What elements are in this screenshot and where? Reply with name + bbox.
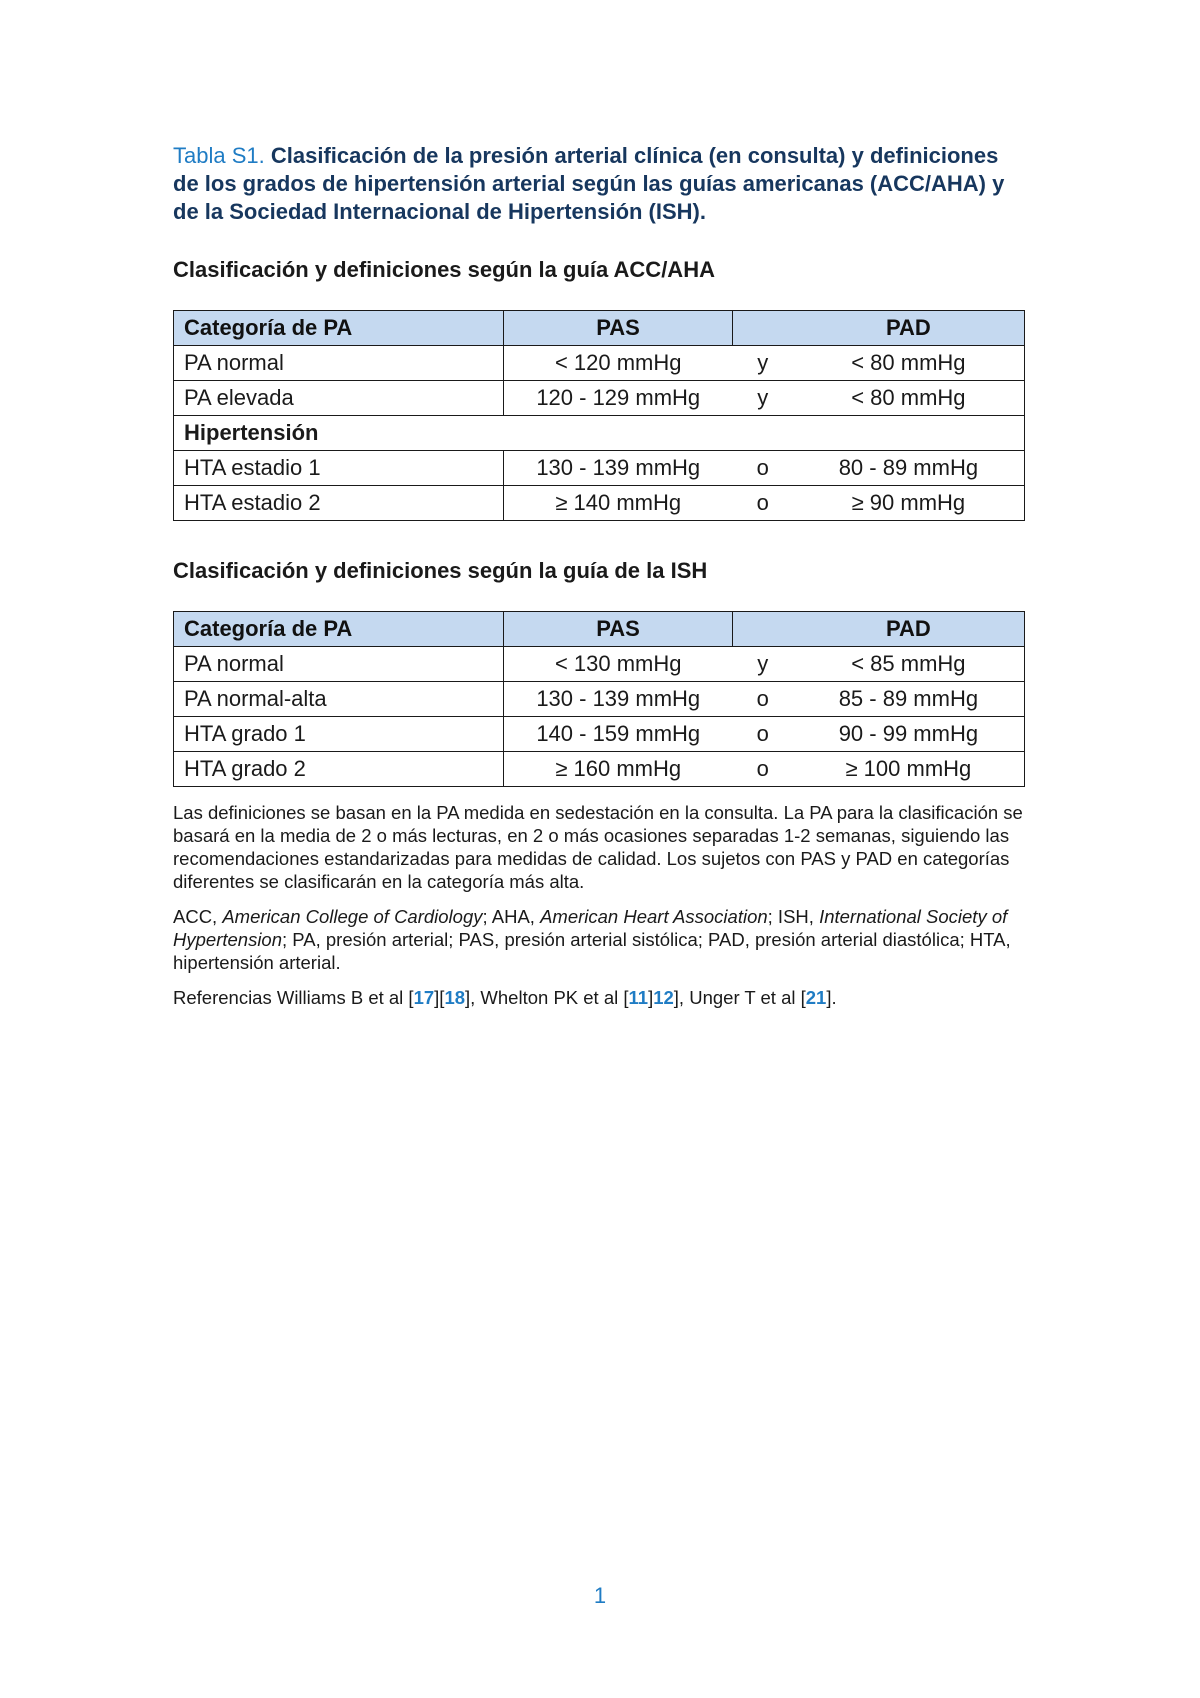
row-operator: o xyxy=(733,752,793,787)
row-pad: 85 - 89 mmHg xyxy=(793,682,1025,717)
section-heading-ish: Clasificación y definiciones según la guía de la ISH xyxy=(173,558,708,583)
row-pas: ≥ 140 mmHg xyxy=(503,486,733,521)
references-note xyxy=(173,986,1053,1009)
row-operator: o xyxy=(733,682,793,717)
ish-table xyxy=(173,611,1025,787)
definitions-note: Las definiciones se basan en la PA medida en sedestación en la consulta. La PA para la clasificación se basará en la media de 2 o más lecturas, en 2 o más ocasiones separadas 1-2 semanas, siguiendo las recomendaciones estandarizadas para medidas de calidad. Los sujetos con PAS y PAD en categorías diferentes se clasificarán en la categoría más alta. xyxy=(173,802,1023,892)
row-category: HTA grado 2 xyxy=(174,752,504,787)
table-header-row xyxy=(174,612,1025,647)
row-category: PA normal xyxy=(174,346,504,381)
reference-link-12[interactable]: 12 xyxy=(653,987,674,1008)
abbrev-text: ; AHA, xyxy=(482,906,541,927)
section-heading-acc-aha: Clasificación y definiciones según la guía ACC/AHA xyxy=(173,257,715,282)
title-separator: . xyxy=(258,143,271,168)
abbrev-aha: American Heart Association xyxy=(540,906,768,927)
refs-text: ][ xyxy=(434,987,445,1008)
row-pad: < 80 mmHg xyxy=(793,346,1025,381)
abbrev-text: ACC, xyxy=(173,906,223,927)
table-row xyxy=(174,346,1025,381)
header-spacer xyxy=(733,311,793,346)
reference-link-21[interactable]: 21 xyxy=(805,987,827,1008)
row-operator: y xyxy=(733,381,793,416)
table-header-row xyxy=(174,311,1025,346)
table-row xyxy=(174,381,1025,416)
table-row xyxy=(174,486,1025,521)
table-label: Tabla S1 xyxy=(173,143,259,168)
abbrev-text: ; ISH, xyxy=(767,906,820,927)
row-operator: y xyxy=(733,647,793,682)
row-category: PA normal-alta xyxy=(174,682,504,717)
document-page xyxy=(173,142,1053,1009)
table-row xyxy=(174,717,1025,752)
refs-text: Referencias Williams B et al [ xyxy=(173,987,414,1008)
row-category: PA elevada xyxy=(174,381,504,416)
refs-text: ], Whelton PK et al [ xyxy=(465,987,629,1008)
row-pad: < 80 mmHg xyxy=(793,381,1025,416)
header-pad: PAD xyxy=(793,311,1025,346)
row-category: PA normal xyxy=(174,647,504,682)
header-pas: PAS xyxy=(503,612,733,647)
row-pas: < 130 mmHg xyxy=(503,647,733,682)
row-category: HTA grado 1 xyxy=(174,717,504,752)
row-pas: < 120 mmHg xyxy=(503,346,733,381)
row-pad: ≥ 100 mmHg xyxy=(793,752,1025,787)
row-subheading: Hipertensión xyxy=(174,416,1025,451)
acc-aha-table xyxy=(173,310,1025,521)
abbreviations-note xyxy=(173,905,1053,974)
refs-text: ] xyxy=(648,987,654,1008)
header-category: Categoría de PA xyxy=(174,612,504,647)
row-pad: 80 - 89 mmHg xyxy=(793,451,1025,486)
row-pas: 120 - 129 mmHg xyxy=(503,381,733,416)
row-pad: ≥ 90 mmHg xyxy=(793,486,1025,521)
table-row xyxy=(174,752,1025,787)
refs-text: ], Unger T et al [ xyxy=(673,987,806,1008)
header-pad: PAD xyxy=(793,612,1025,647)
row-pad: 90 - 99 mmHg xyxy=(793,717,1025,752)
reference-link-18[interactable]: 18 xyxy=(444,987,466,1008)
row-pas: ≥ 160 mmHg xyxy=(503,752,733,787)
row-operator: o xyxy=(733,486,793,521)
row-pas: 130 - 139 mmHg xyxy=(503,451,733,486)
row-operator: o xyxy=(733,451,793,486)
abbrev-text: ; PA, presión arterial; PAS, presión arterial sistólica; PAD, presión arterial diastólica; HTA, hipertensión arterial. xyxy=(173,929,1011,973)
refs-text: ]. xyxy=(826,987,837,1008)
table-subheading-row xyxy=(174,416,1025,451)
reference-link-11[interactable]: 11 xyxy=(628,987,649,1008)
row-pad: < 85 mmHg xyxy=(793,647,1025,682)
header-category: Categoría de PA xyxy=(174,311,504,346)
row-category: HTA estadio 1 xyxy=(174,451,504,486)
table-row xyxy=(174,682,1025,717)
row-category: HTA estadio 2 xyxy=(174,486,504,521)
abbrev-acc: American College of Cardiology xyxy=(222,906,483,927)
page-number: 1 xyxy=(593,1583,607,1608)
reference-link-17[interactable]: 17 xyxy=(413,987,435,1008)
table-row xyxy=(174,451,1025,486)
abbrev-ish: International Society of Hypertension xyxy=(173,906,1008,950)
header-spacer xyxy=(733,612,793,647)
row-pas: 140 - 159 mmHg xyxy=(503,717,733,752)
header-pas: PAS xyxy=(503,311,733,346)
table-row xyxy=(174,647,1025,682)
title-text: Clasificación de la presión arterial clínica (en consulta) y definiciones de los grados de hipertensión arterial según las guías americanas (ACC/AHA) y de la Sociedad Internacional de Hipertensión (ISH). xyxy=(173,143,1005,224)
row-operator: y xyxy=(733,346,793,381)
row-pas: 130 - 139 mmHg xyxy=(503,682,733,717)
table-title xyxy=(173,142,1023,226)
row-operator: o xyxy=(733,717,793,752)
